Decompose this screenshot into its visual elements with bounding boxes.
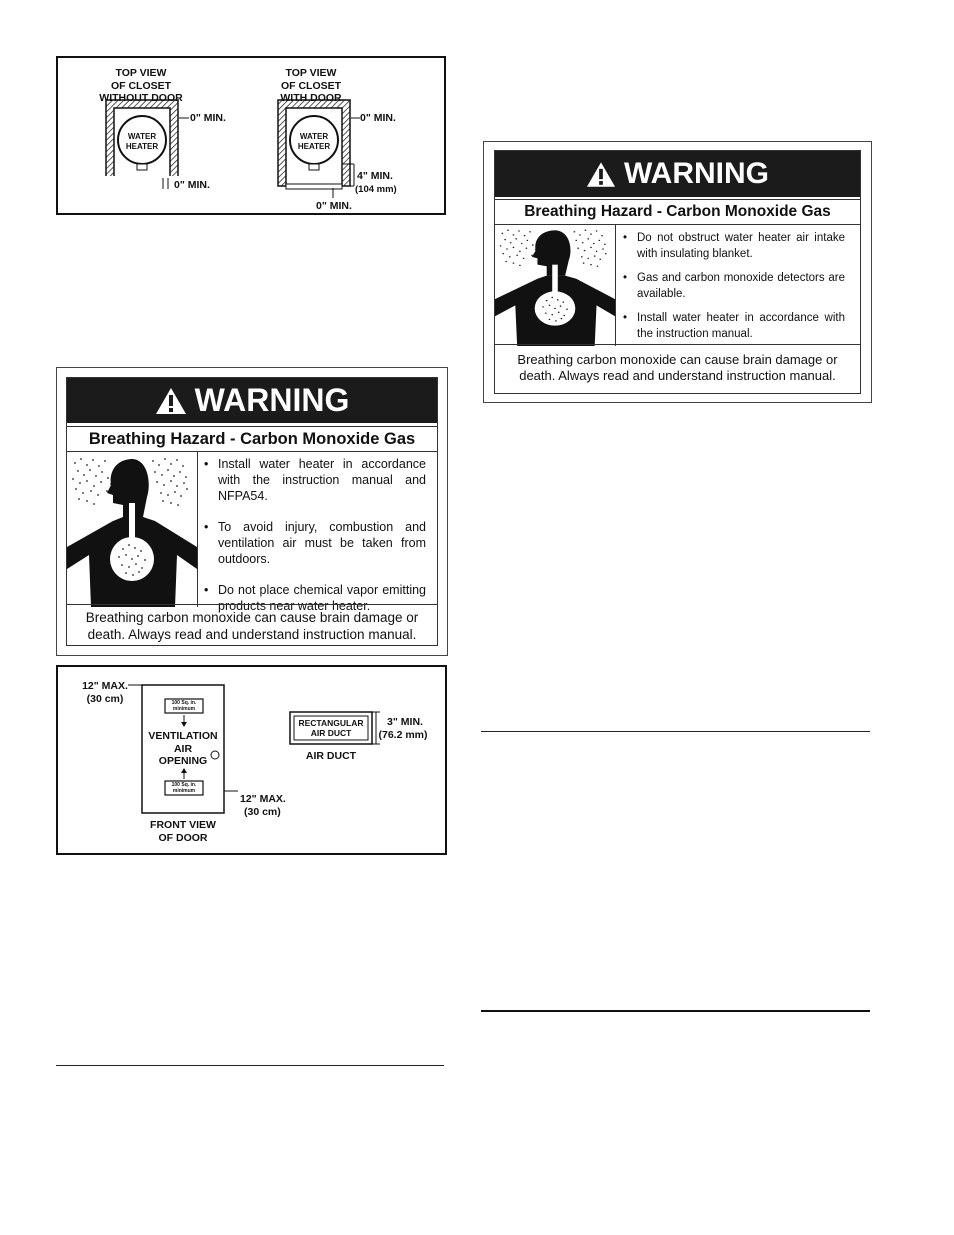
warning-footer: Breathing carbon monoxide can cause brain damage or death. Always read and understand instruction manual. [67,604,437,645]
warning-label-right [483,141,872,403]
warning-triangle-icon [586,161,616,188]
duct-label: RECTANGULAR AIR DUCT [298,718,364,738]
warning-bullet: • Do not place chemical vapor emitting products near water heater. [204,582,426,614]
warning-bullet: • Install water heater in accordance with the instruction manual and NFPA54. [204,456,426,504]
right-front-clearance-metric: (104 mm) [355,184,397,195]
breathing-hazard-pictogram [495,224,616,346]
closet-clearance-diagram [56,56,446,215]
hazard-subtitle: Breathing Hazard - Carbon Monoxide Gas [67,426,437,452]
warning-bullet: • To avoid injury, combustion and ventilation air must be taken from outdoors. [204,519,426,567]
warning-bullet: • Install water heater in accordance with the instruction manual. [623,310,845,342]
right-front-clearance: 4" MIN. [357,170,393,182]
warning-footer: Breathing carbon monoxide can cause brain damage or death. Always read and understand instruction manual. [495,344,860,393]
warning-bullet-list [204,456,426,614]
hazard-subtitle: Breathing Hazard - Carbon Monoxide Gas [495,199,860,225]
warning-triangle-icon [155,387,187,415]
right-heater-label: WATER HEATER [297,132,331,151]
top-max-metric: (30 cm) [86,693,124,705]
left-front-clearance: 0" MIN. [174,179,210,191]
vent-size-upper: 100 Sq. in. minimum [171,700,197,712]
right-closet-title: TOP VIEW OF CLOSET WITH DOOR [280,67,342,104]
section-divider [481,731,870,732]
bottom-max-metric: (30 cm) [244,806,281,818]
door-caption: FRONT VIEW OF DOOR [150,819,216,844]
vent-size-lower: 100 Sq. in. minimum [171,782,197,794]
section-divider [56,1065,444,1066]
door-ventilation-diagram [56,665,447,855]
warning-bullet: • Gas and carbon monoxide detectors are available. [623,270,845,302]
warning-label-left [56,367,448,656]
duct-caption: AIR DUCT [305,750,357,762]
left-side-clearance: 0" MIN. [190,112,226,124]
top-max-label: 12" MAX. [82,680,128,692]
right-side-clearance: 0" MIN. [360,112,396,124]
left-closet-title: TOP VIEW OF CLOSET WITHOUT DOOR [99,67,183,104]
left-heater-label: WATER HEATER [125,132,159,151]
warning-title: WARNING [624,157,769,190]
breathing-hazard-pictogram [67,451,198,607]
warning-title: WARNING [194,382,350,418]
warning-bullet-list [623,230,845,342]
duct-min-label: 3" MIN. [387,716,423,728]
warning-header [67,378,437,423]
right-door-clearance: 0" MIN. [316,200,352,212]
section-divider [481,1010,870,1012]
duct-min-metric: (76.2 mm) [378,729,428,741]
bottom-max-label: 12" MAX. [240,793,286,805]
warning-header [495,151,860,197]
ventilation-opening-label: VENTILATION AIR OPENING [148,730,218,767]
warning-bullet: • Do not obstruct water heater air intake with insulating blanket. [623,230,845,262]
